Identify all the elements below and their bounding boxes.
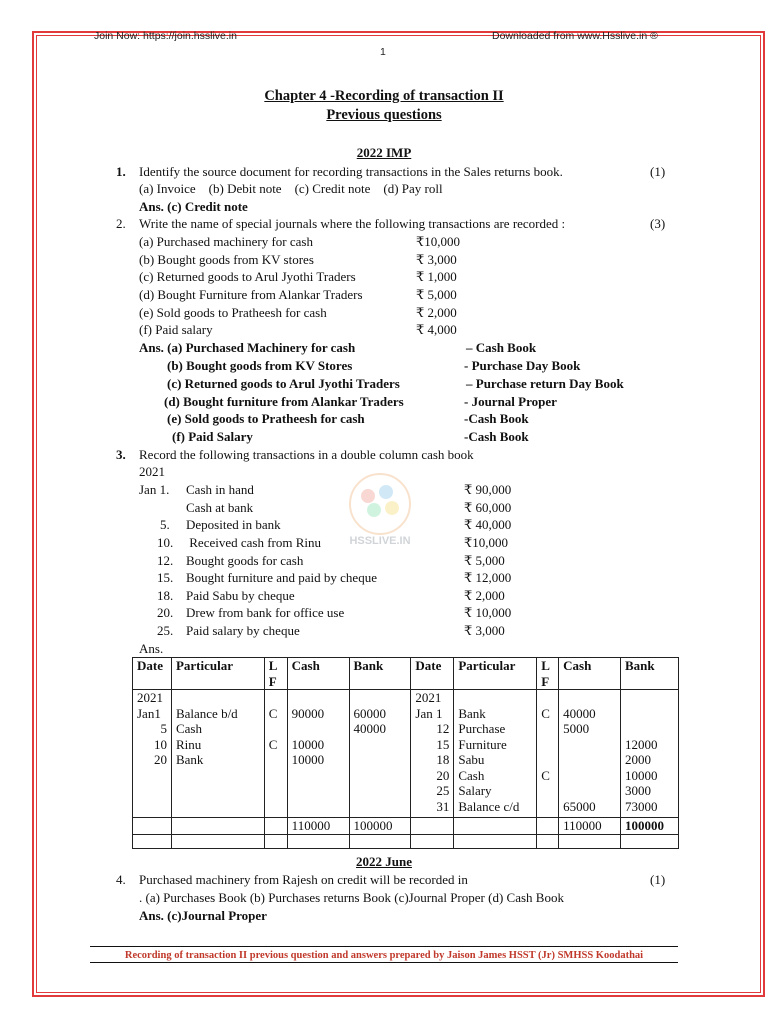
q4-text: Purchased machinery from Rajesh on credit will be recorded in [139,872,468,887]
q1-options: (a) Invoice (b) Debit note (c) Credit note (d) Pay roll [139,181,443,196]
debit-date: Jan1 [137,705,161,721]
credit-cash: 65000 [563,798,596,814]
q2-item-amount: ₹ 4,000 [416,322,457,337]
col-header: Date [133,658,172,690]
q2-answer-label: (b) Bought goods from KV Stores [167,358,353,373]
q1-answer: Ans. (c) Credit note [139,199,248,214]
section-2022-june: 2022 June [356,854,412,869]
q3-date: 15. [157,570,174,585]
credit-date: 20 [436,767,450,783]
header-download-source: Downloaded from www.Hsslive.in ® [492,30,658,42]
q2-answer-book: – Cash Book [466,340,537,355]
debit-cash: 10000 [291,736,325,752]
credit-date: 2021 [415,690,442,705]
q2-item: (a) Purchased machinery for cash [139,234,313,249]
col-header: Bank [621,658,679,690]
col-header: Cash [287,658,349,690]
q2-item: (f) Paid salary [139,322,213,337]
credit-bank: 73000 [625,798,658,814]
debit-total-bank: 100000 [349,818,411,835]
q3-number: 3. [116,447,126,462]
chapter-subtitle: Previous questions [326,107,442,123]
q3-desc: Bought goods for cash [186,553,304,568]
section-2022-imp: 2022 IMP [356,145,412,160]
q2-answer-label: (f) Paid Salary [172,429,253,444]
q2-item-amount: ₹ 3,000 [416,252,457,267]
q3-ans-label: Ans. [139,641,164,656]
q2-answer-book: -Cash Book [464,411,529,426]
credit-date: 18 [436,752,450,767]
page-number: 1 [380,46,386,58]
q3-date: Jan 1. [139,482,170,497]
q2-answer-book: - Purchase Day Book [464,358,581,373]
q3-date: 25. [157,623,174,638]
col-header: Date [411,658,454,690]
q2-item-amount: ₹10,000 [416,234,461,249]
debit-lf: C [268,705,278,721]
debit-date: 5 [160,721,167,736]
q2-marks: (3) [650,216,666,231]
credit-lf: C [541,705,550,721]
q3-desc: Drew from bank for office use [186,605,345,620]
q3-desc: Cash in hand [186,482,254,497]
q3-desc: Deposited in bank [186,517,281,532]
cash-book-total-row [133,818,679,835]
credit-particular: Furniture [458,736,507,752]
q2-item: (d) Bought Furniture from Alankar Traders [139,287,363,302]
q2-item: (b) Bought goods from KV stores [139,252,314,267]
q3-amount: ₹ 12,000 [464,570,512,585]
q3-amount: ₹ 60,000 [464,500,512,515]
q2-answer-book: - Journal Proper [464,394,557,409]
q3-date: 10. [157,535,174,550]
credit-bank: 3000 [625,783,652,798]
debit-particular: Bank [175,752,204,767]
q2-answer-book: – Purchase return Day Book [466,376,624,391]
credit-date: 12 [436,721,450,736]
credit-date: 15 [436,736,450,752]
q3-amount: ₹ 40,000 [464,517,512,532]
credit-cash: 5000 [563,721,590,736]
q2-answer-label: (d) Bought furniture from Alankar Traders [164,394,404,409]
q3-date: 12. [157,553,174,568]
footer-credit: Recording of transaction II previous question and answers prepared by Jaison James HSST (Jr) SMHSS Koodathai [90,950,678,963]
q2-number: 2. [116,216,126,231]
q3-amount: ₹ 5,000 [464,553,505,568]
credit-particular: Purchase [458,721,506,736]
cash-book-bottom-row [133,834,679,848]
q2-item-amount: ₹ 1,000 [416,269,457,284]
debit-particular: Rinu [175,736,202,752]
credit-particular: Sabu [458,752,485,767]
debit-cash: 10000 [291,752,325,767]
q2-answer-label: (c) Returned goods to Arul Jyothi Traders [167,376,400,391]
q3-amount: ₹ 90,000 [464,482,512,497]
credit-cash: 40000 [563,705,596,721]
q3-desc: Paid salary by cheque [186,623,300,638]
q3-amount: ₹ 10,000 [464,605,512,620]
q3-date: 5. [160,517,170,532]
hsslive-watermark-logo [330,470,430,550]
q3-date: 18. [157,588,174,603]
debit-lf: C [268,736,278,752]
footer-rule [90,946,678,947]
q2-text: Write the name of special journals where the following transactions are recorded : [139,216,566,231]
debit-date: 20 [153,752,167,767]
debit-bank: 40000 [353,721,387,736]
cash-book-header-row [133,658,679,690]
debit-date: 10 [153,736,167,752]
debit-lf [269,721,283,737]
q4-marks: (1) [650,872,666,887]
q1-text: Identify the source document for recording transactions in the Sales returns book. [139,164,563,179]
q4-number: 4. [116,872,126,887]
q2-item-amount: ₹ 2,000 [416,305,457,320]
col-header: Bank [349,658,411,690]
debit-date: 2021 [137,690,163,705]
debit-particular: Cash [175,721,202,736]
debit-bank: 60000 [353,705,387,721]
q3-amount: ₹ 2,000 [464,588,505,603]
credit-particular: Cash [458,767,485,783]
q2-answer-label: Ans. (a) Purchased Machinery for cash [139,340,356,355]
q1-number: 1. [116,164,126,179]
col-header: L F [264,658,287,690]
double-column-cash-book [132,657,679,849]
q3-desc: Paid Sabu by cheque [186,588,295,603]
q4-options: . (a) Purchases Book (b) Purchases returns Book (c)Journal Proper (d) Cash Book [139,890,564,905]
header-join-link[interactable]: Join Now: https://join.hsslive.in [94,30,237,42]
credit-lf: C [541,767,550,783]
debit-particular: Balance b/d [175,705,238,721]
q1-marks: (1) [650,164,666,179]
debit-lf [269,752,283,768]
debit-cash [292,721,345,737]
q4-answer: Ans. (c)Journal Proper [139,908,267,923]
chapter-title: Chapter 4 -Recording of transaction II [264,88,504,104]
credit-date: Jan 1 [415,705,443,721]
q3-desc: Cash at bank [186,500,254,515]
credit-date: 25 [436,783,450,798]
col-header: L F [537,658,559,690]
credit-particular: Balance c/d [458,798,520,814]
credit-bank: 10000 [625,767,658,783]
credit-bank: 2000 [625,752,652,767]
q3-text: Record the following transactions in a double column cash book [139,447,474,462]
col-header: Particular [454,658,537,690]
cash-book-body-row [133,690,679,818]
credit-total-bank: 100000 [621,818,679,835]
col-header: Particular [171,658,264,690]
credit-particular: Bank [458,705,486,721]
q3-amount: ₹10,000 [464,535,509,550]
q2-answer-label: (e) Sold goods to Pratheesh for cash [167,411,365,426]
q2-item-amount: ₹ 5,000 [416,287,457,302]
q3-date: 20. [157,605,174,620]
debit-total-cash: 110000 [287,818,349,835]
q2-answer-book: -Cash Book [464,429,529,444]
debit-cash: 90000 [291,705,325,721]
credit-total-cash: 110000 [559,818,621,835]
q2-item: (c) Returned goods to Arul Jyothi Traders [139,269,356,284]
watermark-text: HSSLIVE.IN [349,535,411,547]
q3-desc: Received cash from Rinu [186,535,322,550]
credit-bank: 12000 [625,736,658,752]
col-header: Cash [559,658,621,690]
q2-item: (e) Sold goods to Pratheesh for cash [139,305,327,320]
q3-amount: ₹ 3,000 [464,623,505,638]
q3-desc: Bought furniture and paid by cheque [186,570,377,585]
credit-particular: Salary [458,783,492,798]
q3-year: 2021 [139,464,165,479]
credit-date: 31 [436,798,450,814]
